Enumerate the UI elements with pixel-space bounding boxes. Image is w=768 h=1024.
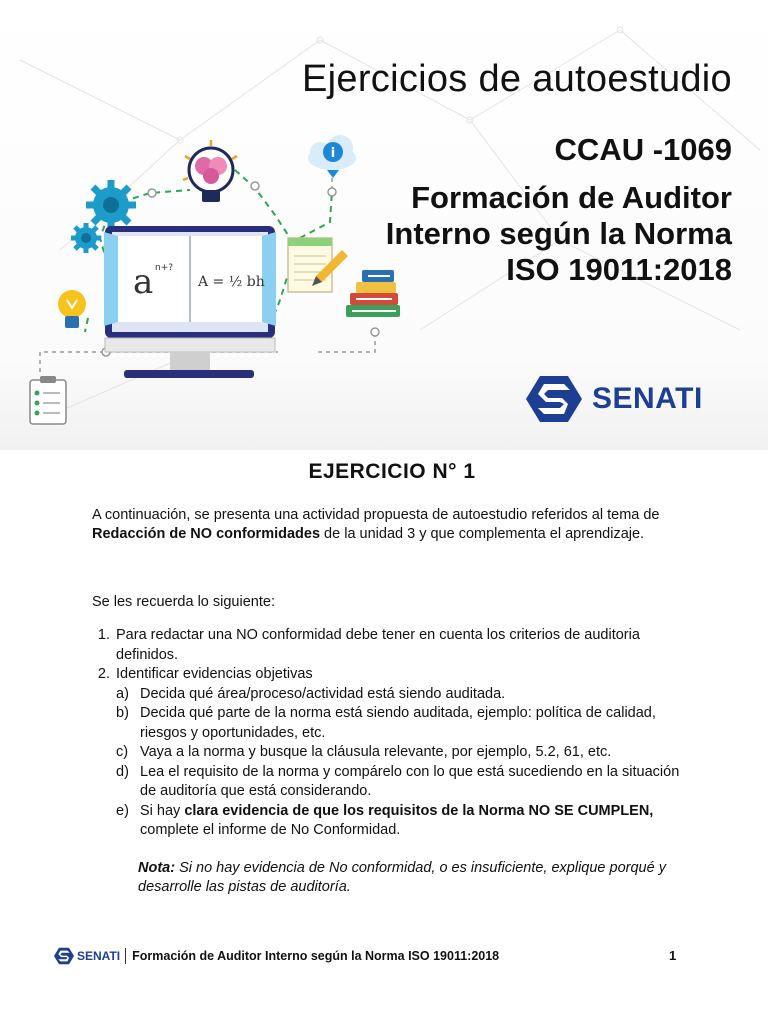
intro-topic: Redacción de NO conformidades [92,526,321,542]
sub-marker: c) [116,744,129,760]
sub-item-text: Si hay [140,802,185,819]
cloud-info-icon [308,135,356,178]
sub-list-item [116,704,692,743]
list-item [114,626,692,665]
sub-list [116,685,692,841]
exercise-title: EJERCICIO N° 1 [308,460,476,483]
intro-text-end: de la unidad 3 y que complementa el aprendizaje. [320,526,645,542]
note-text: Si no hay evidencia de No conformidad, o es insuficiente, explique porqué y desarrolle las pistas de auditoría. [138,859,666,895]
footer-text: Formación de Auditor Interno según la Norma ISO 19011:2018 [132,949,500,963]
sub-item-text: Decida qué parte de la norma está siendo auditada, ejemplo: política de calidad, riesgos y oportunidades, etc. [140,705,656,741]
lightbulb-icon [58,290,86,328]
checklist-icon [30,376,66,424]
course-title-line: ISO 19011:2018 [506,252,732,287]
course-title [386,180,732,288]
senati-logo-icon [526,374,582,424]
senati-logo [526,374,703,424]
brain-bulb-icon [183,140,237,202]
footer-logo-icon [54,947,74,965]
list-item [114,665,692,841]
course-title-line: Formación de Auditor [411,180,732,215]
page-number: 1 [669,948,677,963]
note-label: Nota: [138,859,176,876]
monitor-icon [104,226,276,378]
senati-logo-text: SENATI [592,382,703,415]
sub-item-bold: clara evidencia de que los requisitos de la Norma NO SE CUMPLEN, [184,802,654,819]
exercise-content [92,456,692,898]
gear-icon [86,180,136,230]
sub-marker: d) [116,763,129,780]
info-icon-label: i [330,146,336,161]
course-title-line: Interno según la Norma [385,216,732,251]
reminder-text: Se les recuerda lo siguiente: [92,593,275,610]
notepad-pencil-icon [288,238,348,292]
formula-left: a [133,262,154,302]
sub-item-text: Vaya a la norma y busque la cláusula relevante, por ejemplo, 5.2, 61, etc. [140,744,612,760]
instruction-list [92,626,692,841]
hero-banner [0,0,768,450]
list-item-text: Para redactar una NO conformidad debe tener en cuenta los criterios de auditoria definidos. [116,627,640,663]
page-footer [54,944,694,968]
sub-marker: e) [116,802,129,819]
sub-marker: a) [116,685,129,702]
sub-item-text-end: complete el informe de No Conformidad. [140,822,401,838]
sub-list-item [116,743,692,763]
course-code: CCAU -1069 [554,132,732,167]
sub-list-item [116,763,692,802]
footer-brand: SENATI [77,949,121,963]
sub-marker: b) [116,705,129,721]
note-paragraph [138,859,692,898]
list-item-text: Identificar evidencias objetivas [116,666,313,682]
intro-text: A continuación, se presenta una actividad propuesta de autoestudio referidos al tema de [92,506,660,523]
sub-item-text: Lea el requisito de la norma y compárelo con lo que está sucediendo en la situación de auditoría que está considerando. [140,763,680,799]
footer-divider [125,948,126,964]
formula-right: A = ½ bh [198,274,265,290]
main-title: Ejercicios de autoestudio [302,58,732,100]
small-gear-icon [71,223,101,253]
intro-paragraph [92,506,692,545]
sub-list-item [116,802,692,841]
sub-item-text: Decida qué área/proceso/actividad está siendo auditada. [140,685,506,702]
sub-list-item [116,685,692,705]
formula-superscript: n+? [155,263,174,273]
